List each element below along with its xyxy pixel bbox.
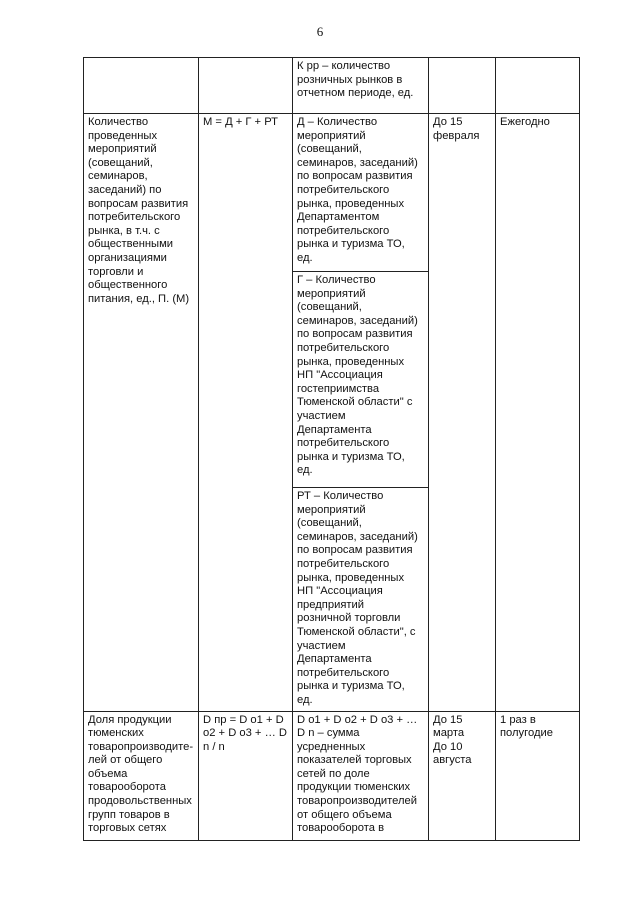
deadline-cell-empty — [429, 58, 496, 114]
indicator-cell-local-share: Доля продукции тюменских товаропроизводите- лей от общего объема товарооборота продовольственных групп товаров в торговых сетях — [84, 711, 199, 840]
frequency-cell-events: Ежегодно — [496, 114, 580, 712]
table-row-events — [84, 114, 580, 272]
variable-cell-d-sum: D о1 + D о2 + D о3 + … D n – сумма усредненных показателей торговых сетей по доле продукции тюменских товаропроизводителей от общего объема товарооборота в — [293, 711, 429, 840]
indicators-table — [83, 57, 580, 841]
variable-cell-d: Д – Количество мероприятий (совещаний, семинаров, заседаний) по вопросам развития потребительского рынка, проведенных Департаментом потребительского рынка и туризма ТО, ед. — [293, 114, 429, 272]
indicator-cell-events: Количество проведенных мероприятий (совещаний, семинаров, заседаний) по вопросам развития потребительского рынка, в т.ч. с общественными организациями торговли и общественного питания, ед., П. (М) — [84, 114, 199, 712]
table-row-continuation — [84, 58, 580, 114]
deadline-cell-events: До 15 февраля — [429, 114, 496, 712]
deadline-cell-local-share: До 15 марта До 10 августа — [429, 711, 496, 840]
variable-cell-g: Г – Количество мероприятий (совещаний, семинаров, заседаний) по вопросам развития потребительского рынка, проведенных НП "Ассоциация гостеприимства Тюменской области" с участием Департамента потребительского рынка и туризма ТО, ед. — [293, 272, 429, 488]
variable-cell-k-rr: К рр – количество розничных рынков в отчетном периоде, ед. — [293, 58, 429, 114]
table-row-local-share — [84, 711, 580, 840]
formula-cell-local-share: D пр = D о1 + D о2 + D о3 + … D n / n — [199, 711, 293, 840]
formula-cell-events: М = Д + Г + РТ — [199, 114, 293, 712]
formula-cell-empty — [199, 58, 293, 114]
page-number: 6 — [316, 24, 324, 39]
frequency-cell-local-share: 1 раз в полугодие — [496, 711, 580, 840]
indicator-cell-empty — [84, 58, 199, 114]
variable-cell-rt: РТ – Количество мероприятий (совещаний, семинаров, заседаний) по вопросам развития потребительского рынка, проведенных НП "Ассоциация предприятий розничной торговли Тюменской области", с участием Департамента потребительского рынка и туризма ТО, ед. — [293, 488, 429, 712]
frequency-cell-empty — [496, 58, 580, 114]
